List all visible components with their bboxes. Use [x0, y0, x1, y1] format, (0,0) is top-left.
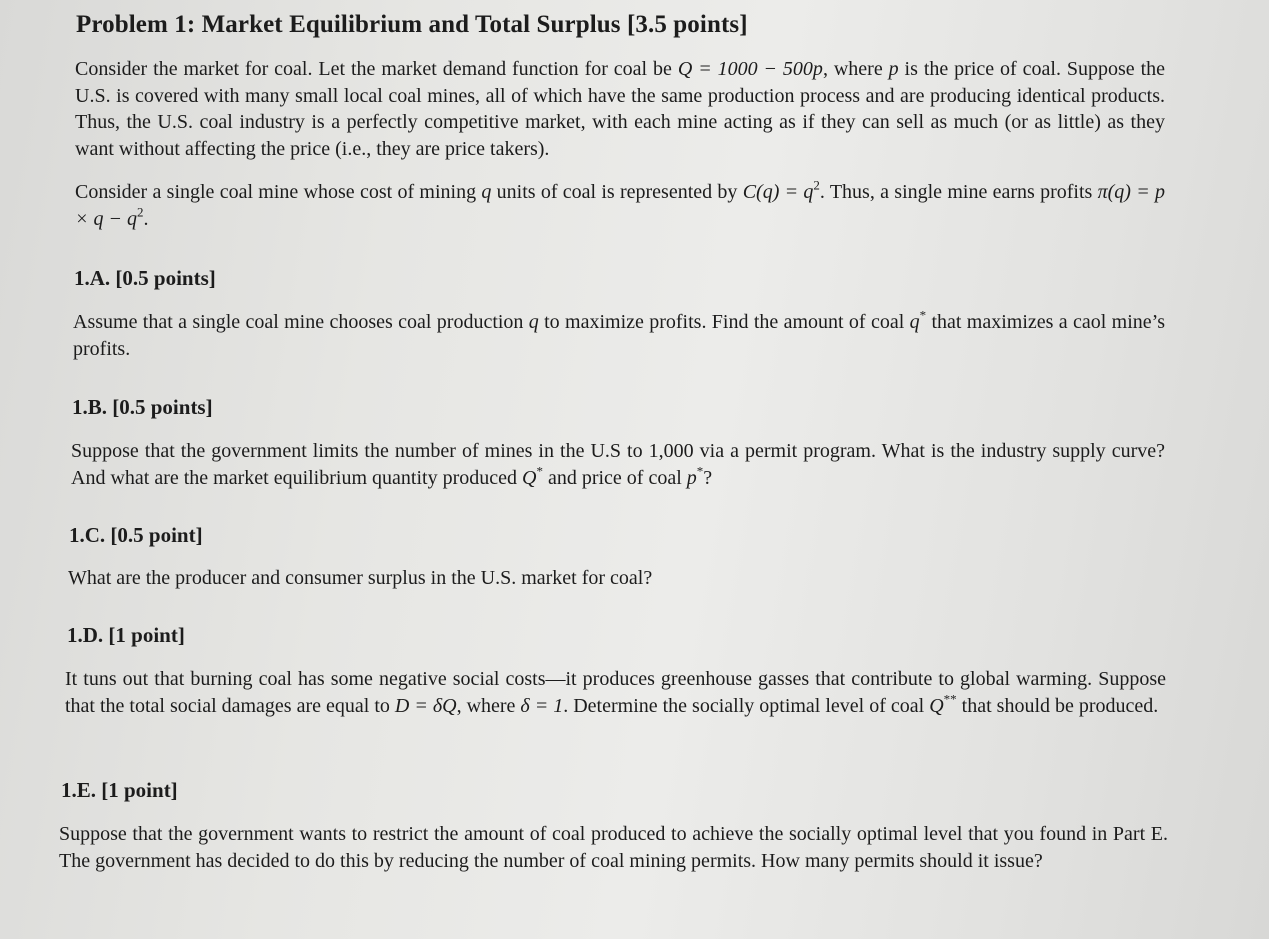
question-text: It tuns out that burning coal has some negative social costs—it produces greenhouse gasses that contribute to global warming. Suppose that the total social damages are equal to: [65, 668, 1166, 717]
question-text: , where: [456, 694, 521, 717]
social-optimum-variable: Q: [929, 694, 944, 717]
question-text: Assume that a single coal mine chooses coal production: [73, 311, 529, 333]
part-e-heading: 1.E. [1 point]: [61, 778, 178, 802]
question-text: to maximize profits. Find the amount of coal: [538, 311, 910, 333]
problem-title: Problem 1: Market Equilibrium and Total Surplus [3.5 points]: [76, 11, 748, 38]
part-c-heading-block: [69, 522, 1179, 548]
part-c-heading: 1.C. [0.5 point]: [69, 523, 203, 547]
intro-text: Consider the market for coal. Let the market demand function for coal be: [75, 58, 678, 80]
part-b-question: [71, 438, 1165, 491]
problem-title-block: [76, 10, 1176, 40]
cost-equation: C(q) = q: [742, 181, 814, 203]
part-a-heading: 1.A. [0.5 points]: [74, 266, 216, 290]
demand-equation: Q = 1000 − 500p: [677, 58, 823, 80]
quantity-variable: q: [481, 181, 492, 203]
intro-text: Consider a single coal mine whose cost of mining: [75, 181, 482, 203]
intro-text: , where: [822, 58, 889, 80]
profit-equation: π(q) = p × q − q: [75, 181, 1165, 230]
star-superscript: *: [696, 463, 704, 479]
question-text: that should be produced.: [956, 694, 1159, 717]
intro-text: is the price of coal. Suppose the U.S. is covered with many small local coal mines, all of which have the same production process and are producing identical products. Thus, the U.S. coal industry is a perfectly competitive market, with each mine acting as if they can sell as much (or as little) as they want without affecting the price (i.e., they are price takers).: [75, 58, 1166, 160]
part-e-heading-block: [61, 777, 1171, 803]
profit-exponent: 2: [137, 204, 144, 220]
intro-text: units of coal is represented by: [491, 181, 743, 203]
question-text: ?: [703, 466, 713, 489]
quantity-variable: q: [528, 311, 539, 333]
intro-text: .: [143, 207, 149, 230]
intro-text: . Thus, a single mine earns profits: [819, 181, 1098, 203]
intro-paragraph-1: [75, 56, 1165, 162]
question-text: What are the producer and consumer surplus in the U.S. market for coal?: [68, 567, 653, 589]
part-b-heading: 1.B. [0.5 points]: [72, 395, 213, 419]
star-superscript: *: [919, 307, 927, 323]
part-a-question: [73, 309, 1165, 362]
question-text: Suppose that the government limits the number of mines in the U.S to 1,000 via a permit program. What is the industry supply curve? And what are the market equilibrium quantity produced: [71, 440, 1165, 489]
intro-paragraph-2: [75, 179, 1165, 232]
part-d-heading: 1.D. [1 point]: [67, 623, 185, 647]
delta-equation: δ = 1: [520, 694, 564, 717]
part-d-question: [65, 666, 1166, 719]
double-star-superscript: **: [943, 691, 957, 707]
part-e-question: [59, 821, 1168, 874]
part-a-heading-block: [74, 265, 1184, 291]
part-d-heading-block: [67, 622, 1177, 648]
damage-equation: D = δQ: [394, 694, 457, 717]
question-text: that maximizes a caol mine’s profits.: [73, 311, 1165, 360]
price-variable: p: [888, 58, 899, 80]
question-text: . Determine the socially optimal level of coal: [563, 694, 930, 717]
cost-exponent: 2: [813, 177, 820, 193]
part-c-question: [68, 565, 1164, 592]
question-text: Suppose that the government wants to restrict the amount of coal produced to achieve the socially optimal level that you found in Part E. The government has decided to do this by reducing the number of coal mining permits. How many permits should it issue?: [59, 823, 1168, 872]
part-b-heading-block: [72, 394, 1182, 420]
optimal-quantity-variable: q: [909, 311, 920, 333]
equilibrium-price-variable: p: [686, 466, 697, 489]
equilibrium-quantity-variable: Q: [521, 466, 537, 489]
star-superscript: *: [536, 463, 543, 479]
question-text: and price of coal: [542, 466, 687, 489]
